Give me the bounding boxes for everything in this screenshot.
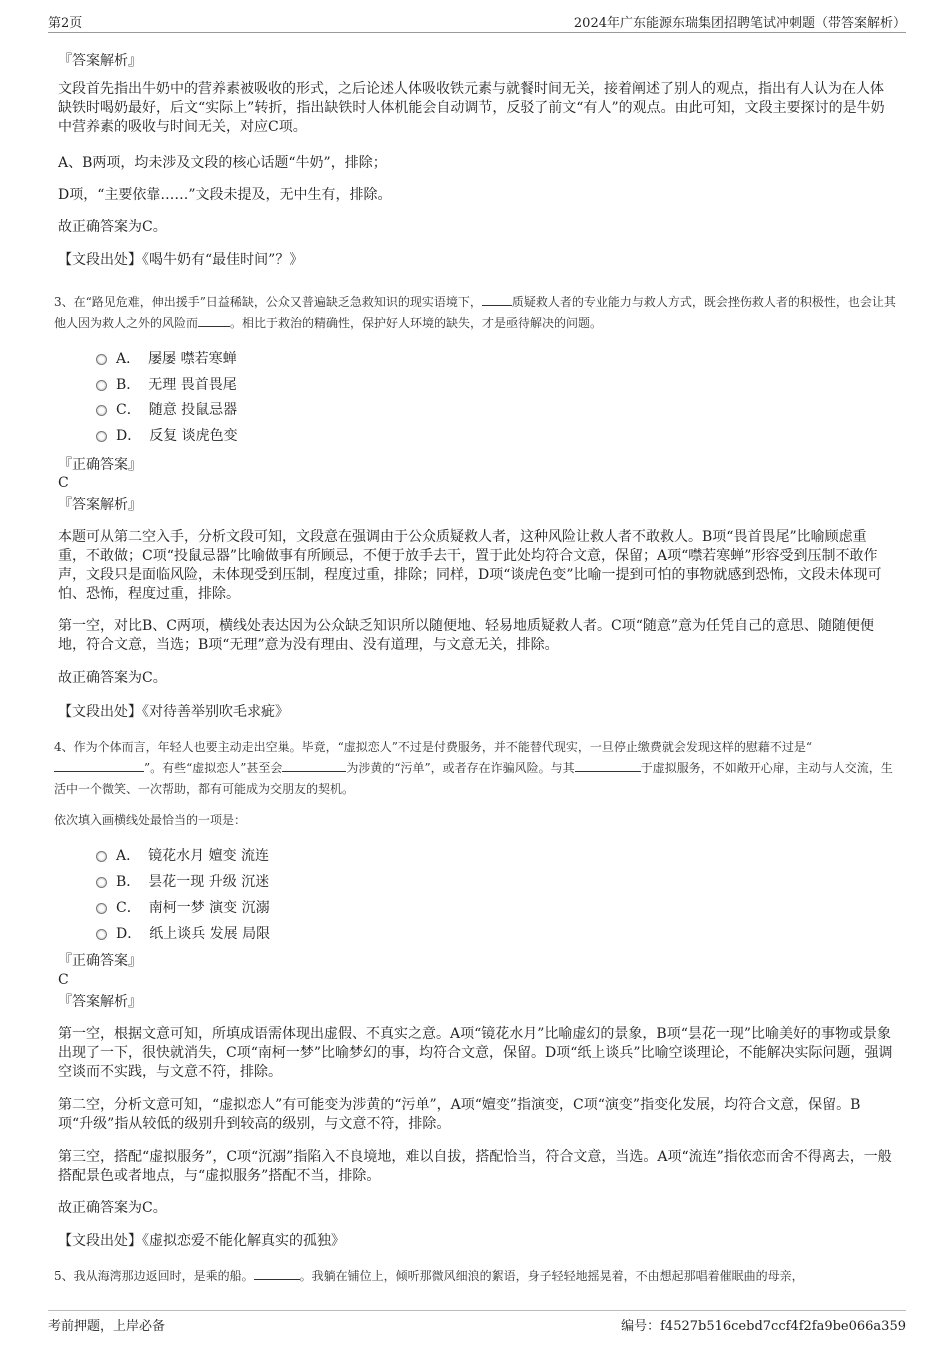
- radio-icon[interactable]: [96, 405, 107, 416]
- q3-answer: C: [58, 475, 69, 491]
- page-header: [48, 10, 906, 33]
- q3-option-c[interactable]: C． 随意 投鼠忌器: [96, 401, 237, 419]
- radio-icon[interactable]: [96, 354, 107, 365]
- q3-option-d[interactable]: D． 反复 谈虎色变: [96, 427, 238, 445]
- footer-slogan: 考前押题，上岸必备: [48, 1319, 166, 1334]
- q4-stem: 4、作为个体而言，年轻人也要主动走出空巢。毕竟，“虚拟恋人”不过是付费服务，并不能替代现实，一旦停止缴费就会发现这样的慰藉不过是“”。有些“虚拟恋人”甚至会 为涉黄的“污单”，或者存在诈骗风险。与其 于虚拟服务，不如敞开心扉，主动与人交流，生活中一个微笑、一次帮助，都有可能成为交朋友的契机。: [54, 740, 893, 796]
- q3-analysis-label: 『答案解析』: [58, 497, 142, 513]
- document-title: 2024年广东能源东瑞集团招聘笔试冲刺题（带答案解析）: [573, 16, 906, 31]
- q5-stem: 5、我从海湾那边返回时，是乘的船。 。我躺在铺位上，倾听那微风细浪的絮语，身子轻轻地摇晃着，不由想起那唱着催眠曲的母亲，: [54, 1269, 804, 1283]
- q4-source: 【文段出处】《虚拟恋爱不能化解真实的孤独》: [58, 1233, 345, 1249]
- q3-analysis-para2: 第一空，对比B、C两项，横线处表达因为公众缺乏知识所以随便地、轻易地质疑救人者。C项“随意”意为任凭自己的意思、随随便便地，符合文意，当选；B项“无理”意为没有理由、没有道理，与文意无关，排除。: [58, 618, 875, 653]
- radio-icon[interactable]: [96, 877, 107, 888]
- page-number: 第2页: [48, 16, 83, 31]
- q3-conclusion: 故正确答案为C。: [58, 670, 167, 686]
- q2-analysis-label: 『答案解析』: [58, 53, 142, 69]
- q2-source: 【文段出处】《喝牛奶有“最佳时间”？》: [58, 252, 304, 268]
- radio-icon[interactable]: [96, 431, 107, 442]
- q2-analysis-para3: D项，“主要依靠……”文段未提及，无中生有，排除。: [58, 187, 392, 203]
- document-id: 编号：f4527b516cebd7ccf4f2fa9be066a359: [621, 1319, 906, 1334]
- q2-analysis-para2: A、B两项，均未涉及文段的核心话题“牛奶”，排除；: [58, 155, 387, 171]
- q3-option-b[interactable]: B． 无理 畏首畏尾: [96, 376, 237, 394]
- q3-source: 【文段出处】《对待善举别吹毛求疵》: [58, 704, 289, 720]
- q4-analysis-label: 『答案解析』: [58, 994, 142, 1010]
- q4-option-c[interactable]: C． 南柯一梦 演变 沉溺: [96, 899, 270, 917]
- radio-icon[interactable]: [96, 380, 107, 391]
- q4-analysis-para2: 第二空，分析文意可知，“虚拟恋人”有可能变为涉黄的“污单”，A项“嬗变”指演变，C项“演变”指变化发展，均符合文意，保留。B项“升级”指从较低的级别升到较高的级别，与文意不符，排除。: [58, 1097, 861, 1132]
- radio-icon[interactable]: [96, 903, 107, 914]
- page-footer: [48, 1310, 906, 1334]
- q4-conclusion: 故正确答案为C。: [58, 1200, 167, 1216]
- q4-option-d[interactable]: D． 纸上谈兵 发展 局限: [96, 925, 270, 943]
- q4-prompt: 依次填入画横线处最恰当的一项是：: [54, 813, 247, 827]
- q3-answer-label: 『正确答案』: [58, 457, 142, 473]
- q4-analysis-para3: 第三空，搭配“虚拟服务”，C项“沉溺”指陷入不良境地，难以自拔，搭配恰当，符合文意，当选。A项“流连”指依恋而舍不得离去，一般搭配景色或者地点，与“虚拟服务”搭配不当，排除。: [58, 1149, 892, 1184]
- q4-answer-label: 『正确答案』: [58, 953, 142, 969]
- q4-analysis-para1: 第一空，根据文意可知，所填成语需体现出虚假、不真实之意。A项“镜花水月”比喻虚幻的景象，B项“昙花一现”比喻美好的事物或景象出现了一下，很快就消失，C项“南柯一梦”比喻梦幻的事，均符合文意，保留。D项“纸上谈兵”比喻空谈理论，不能解决实际问题，强调空谈而不实践，与文意不符，排除。: [58, 1026, 893, 1080]
- q4-answer: C: [58, 972, 69, 988]
- radio-icon[interactable]: [96, 929, 107, 940]
- q4-option-b[interactable]: B． 昙花一现 升级 沉迷: [96, 873, 269, 891]
- q2-analysis-para1: 文段首先指出牛奶中的营养素被吸收的形式，之后论述人体吸收铁元素与就餐时间无关，接着阐述了别人的观点，指出有人认为在人体缺铁时喝奶最好，后文“实际上”转折，指出缺铁时人体机能会自动调节，反驳了前文“有人”的观点。由此可知，文段主要探讨的是牛奶中营养素的吸收与时间无关，对应C项。: [58, 81, 885, 135]
- q4-option-a[interactable]: A． 镜花水月 嬗变 流连: [96, 847, 269, 865]
- q3-stem: 3、在“路见危难，伸出援手”日益稀缺，公众又普遍缺乏急救知识的现实语境下， 质疑救人者的专业能力与救人方式，既会挫伤救人者的积极性，也会让其他人因为救人之外的风险而 。相比于救治的精确性，保护好人环境的缺失，才是亟待解决的问题。: [54, 295, 896, 330]
- q3-analysis-para1: 本题可从第二空入手，分析文段可知，文段意在强调由于公众质疑救人者，这种风险让救人者不敢救人。B项“畏首畏尾”比喻顾虑重重，不敢做；C项“投鼠忌器”比喻做事有所顾忌，不便于放手去干，置于此处均符合文意，保留；A项“噤若寒蝉”形容受到压制不敢作声，文段只是面临风险，未体现受到压制，程度过重，排除；同样，D项“谈虎色变”比喻一提到可怕的事物就感到恐怖，文段未体现可怕、恐怖，程度过重，排除。: [58, 529, 882, 602]
- q3-option-a[interactable]: A． 屡屡 噤若寒蝉: [96, 350, 237, 368]
- q2-conclusion: 故正确答案为C。: [58, 219, 167, 235]
- radio-icon[interactable]: [96, 851, 107, 862]
